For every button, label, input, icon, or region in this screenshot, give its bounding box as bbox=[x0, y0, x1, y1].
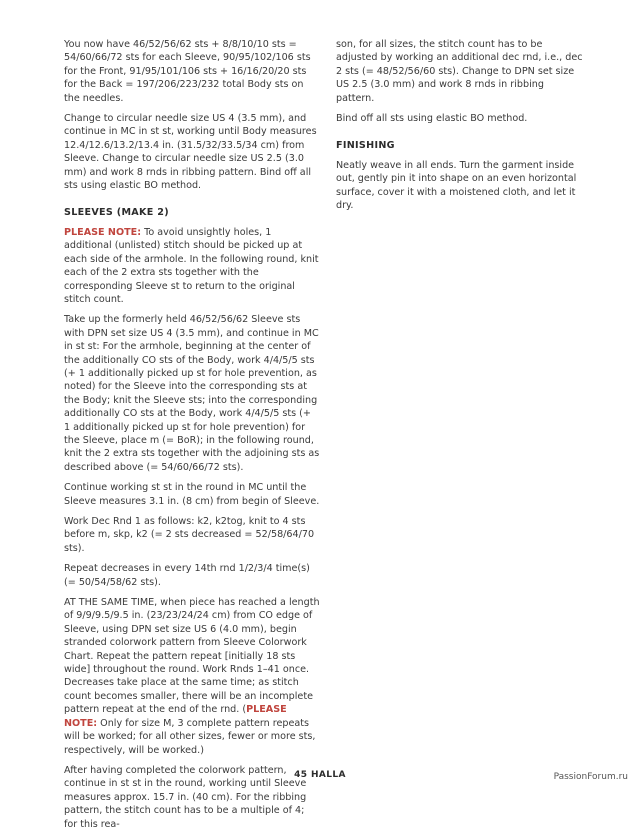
paragraph-dec-rnd: Work Dec Rnd 1 as follows: k2, k2tog, knit to 4 sts before m, skp, k2 (= 2 sts decreased = 52/58/64/70 sts). bbox=[64, 516, 315, 554]
paragraph-repeat-decreases: Repeat decreases in every 14th rnd 1/2/3/4 time(s) (= 50/54/58/62 sts). bbox=[64, 563, 310, 588]
same-time-text-end: Only for size M, 3 complete pattern repeats will be worked; for all other sizes, fewer or more sts, respectively, will be worked.) bbox=[64, 717, 316, 756]
paragraph-adjust-count: son, for all sizes, the stitch count has to be adjusted by working an additional dec rnd, i.e., dec 2 sts (= 48/52/56/60 sts). Change to DPN set size US 2.5 (3.0 mm) and work 8 rnds in ribbing pattern. bbox=[336, 39, 583, 104]
paragraph-body-continue: Change to circular needle size US 4 (3.5 mm), and continue in MC in st st, working until Body measures 12.4/12.6/13.2/13.4 in. (31.5/32/33.5/34 cm) from Sleeve. Change to circular needle size US 2.5 (3.0 mm) and work 8 rnds in ribbing pattern. Bind off all sts using elastic BO method. bbox=[64, 113, 317, 192]
heading-finishing: FINISHING bbox=[336, 140, 395, 152]
heading-sleeves: SLEEVES (MAKE 2) bbox=[64, 207, 169, 219]
paragraph-please-note bbox=[64, 226, 320, 306]
paragraph-finishing: Neatly weave in all ends. Turn the garment inside out, gently pin it into shape on an even horizontal surface, cover it with a moistened cloth, and let it dry. bbox=[336, 159, 577, 212]
page-footer: 45 HALLA bbox=[294, 770, 346, 780]
paragraph-after-colorwork: After having completed the colorwork pattern, continue in st st in the round, working until Sleeve measures approx. 15.7 in. (40 cm). For the ribbing pattern, the stitch count has to be a multiple of 4; for this rea- bbox=[64, 764, 307, 830]
paragraph-at-same-time bbox=[64, 596, 320, 757]
right-column bbox=[336, 38, 584, 219]
watermark: PassionForum.ru bbox=[553, 772, 628, 782]
paragraph-stitch-count: You now have 46/52/56/62 sts + 8/8/10/10 sts = 54/60/66/72 sts for each Sleeve, 90/95/102/106 sts for the Front, 91/95/101/106 sts + 16/16/20/20 sts for the Back = 197/206/223/232 total Body sts on the needles. bbox=[64, 39, 311, 104]
note-label: PLEASE NOTE: bbox=[64, 226, 142, 238]
left-column bbox=[64, 38, 320, 838]
paragraph-take-up-sleeve: Take up the formerly held 46/52/56/62 Sleeve sts with DPN set size US 4 (3.5 mm), and continue in MC in st st: For the armhole, beginning at the center of the additionally CO sts of the Body, work 4/4/5/5 sts (+ 1 additionally picked up st for hole prevention, as noted) for the Sleeve into the corresponding sts at the Body; knit the Sleeve sts; into the corresponding additionally CO sts at the Body, work 4/4/5/5 sts (+ 1 additionally picked up st for hole prevention) for the Sleeve, place m (= BoR); in the following round, knit the 2 extra sts together with the adjoining sts as described above (= 54/60/66/72 sts). bbox=[64, 314, 320, 473]
paragraph-bind-off: Bind off all sts using elastic BO method. bbox=[336, 113, 528, 125]
same-time-text: AT THE SAME TIME, when piece has reached a length of 9/9/9.5/9.5 in. (23/23/24/24 cm) from CO edge of Sleeve, using DPN set size US 6 (4.0 mm), begin stranded colorwork pattern from Sleeve Colorwork Chart. Repeat the pattern repeat [initially 18 sts wide] throughout the round. Work Rnds 1–41 once. Decreases take place at the same time; as stitch count becomes smaller, there will be an incomplete pattern repeat at the end of the rnd. ( bbox=[64, 597, 320, 716]
same-time-note-label: PLEASE NOTE: bbox=[64, 704, 287, 729]
note-text: To avoid unsightly holes, 1 additional (unlisted) stitch should be picked up at each side of the armhole. In the following round, knit each of the 2 extra sts together with the corresponding Sleeve st to return to the original stitch count. bbox=[64, 226, 319, 305]
paragraph-continue-st-st: Continue working st st in the round in MC until the Sleeve measures 3.1 in. (8 cm) from begin of Sleeve. bbox=[64, 482, 320, 507]
